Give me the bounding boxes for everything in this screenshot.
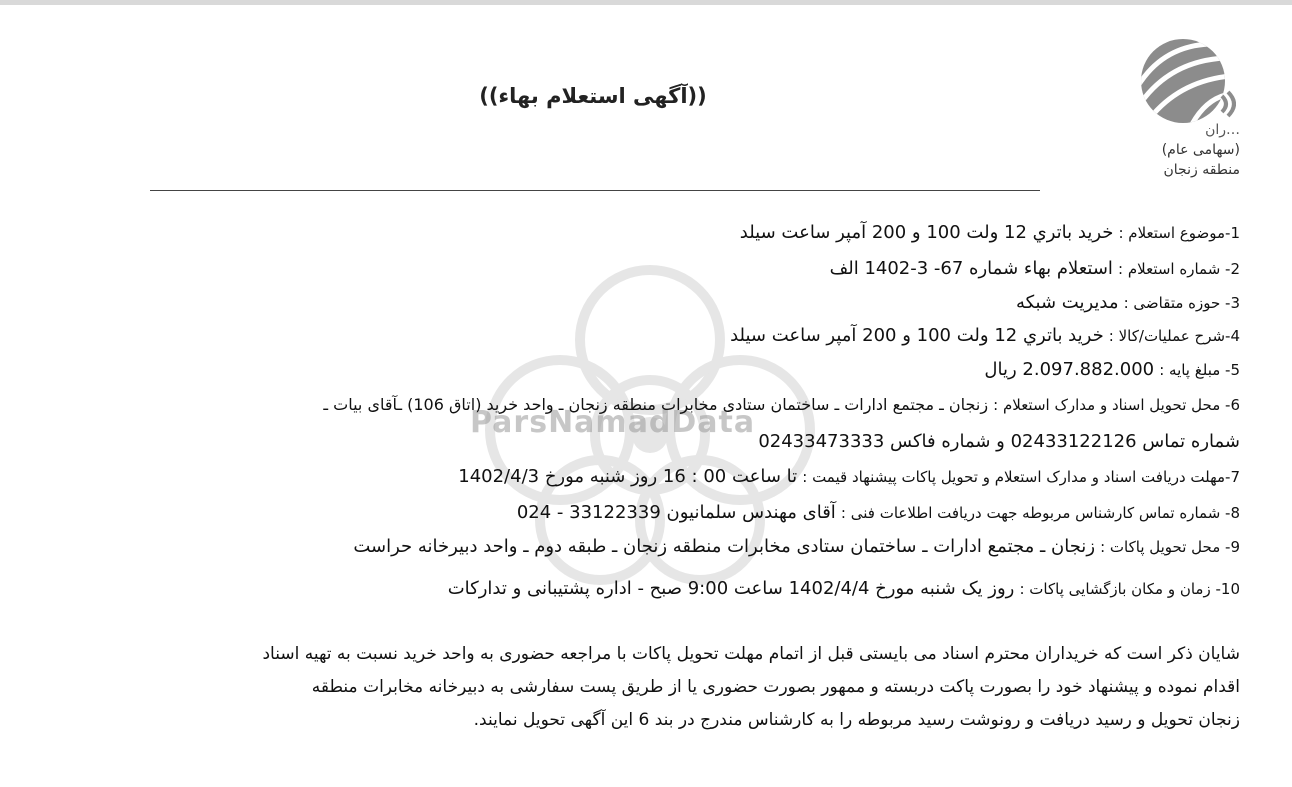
item-9-value: زنجان ـ مجتمع ادارات ـ ساختمان ستادی مخابرات منطقه زنجان ـ طبقه دوم ـ واحد دبیرخانه حراست — [353, 536, 1096, 557]
item-4 — [730, 325, 1240, 346]
item-3-value: مدیریت شبکه — [1015, 292, 1119, 313]
item-2 — [830, 258, 1240, 279]
note-line-2: اقدام نموده و پیشنهاد خود را بصورت پاکت دربسته و ممهور بصورت حضوری یا از طریق پست سفارشی به دبیرخانه مخابرات منطقه — [311, 677, 1240, 697]
item-4-value: خريد باتري 12 ولت 100 و 200 آمپر ساعت سيلد — [730, 325, 1104, 346]
item-1-label: 1-موضوع استعلام : — [1118, 224, 1240, 242]
watermark-brand: ParsNamadData — [470, 405, 756, 440]
item-5-label: 5- مبلغ پایه : — [1159, 361, 1240, 379]
telecom-logo-icon — [1130, 36, 1236, 126]
org-line-3: منطقه زنجان — [1163, 162, 1240, 178]
note-line-1: شایان ذکر است که خریداران محترم اسناد می بایستی قبل از اتمام مهلت تحویل پاکات با مراجعه حضوری به واحد خرید نسبت به تهیه اسناد — [262, 644, 1240, 664]
item-7-label: 7-مهلت دریافت اسناد و مدارک استعلام و تحویل پاکات پیشنهاد قیمت : — [802, 468, 1240, 486]
item-9-label: 9- محل تحویل پاکات : — [1100, 538, 1240, 556]
item-5 — [984, 359, 1240, 380]
item-7-value: تا ساعت 00 : 16 روز شنبه مورخ 1402/4/3 — [458, 466, 798, 487]
item-6-value: زنجان ـ مجتمع ادارات ـ ساختمان ستادی مخابرات منطقه زنجان ـ واحد خرید (اتاق 106) ـآقای بیات ـ — [323, 395, 989, 414]
item-8 — [517, 502, 1240, 523]
item-1-value: خريد باتري 12 ولت 100 و 200 آمپر ساعت سيلد — [739, 222, 1114, 243]
item-2-value: استعلام بهاء شماره 67- 3-1402 الف — [829, 258, 1113, 279]
org-line-1: …ران — [1205, 122, 1240, 138]
item-3-label: 3- حوزه متقاضی : — [1123, 294, 1240, 312]
item-9 — [353, 536, 1240, 557]
note-line-3: زنجان تحویل و رسید دریافت و رونوشت رسید مربوطه را به کارشناس مندرج در بند 6 این آگهی تحویل نمایند. — [473, 710, 1240, 730]
item-4-label: 4-شرح عملیات/کالا : — [1108, 327, 1240, 345]
item-8-label: 8- شماره تماس کارشناس مربوطه جهت دریافت اطلاعات فنی : — [840, 504, 1240, 522]
organization-name — [1162, 120, 1240, 180]
item-6 — [323, 395, 1240, 414]
org-line-2: (سهامی عام) — [1161, 142, 1240, 158]
item-6-label: 6- محل تحویل اسناد و مدارک استعلام : — [993, 396, 1240, 414]
item-6-contact-value: شماره تماس 02433122126 و شماره فاکس 02433473333 — [758, 431, 1240, 452]
item-10-value: روز یک شنبه مورخ 1402/4/4 ساعت 9:00 صبح - اداره پشتیبانی و تدارکات — [447, 578, 1015, 599]
top-border — [0, 0, 1292, 5]
item-6-contact — [758, 431, 1240, 452]
item-2-label: 2- شماره استعلام : — [1118, 260, 1240, 278]
item-10-label: 10- زمان و مکان بازگشایی پاکات : — [1019, 580, 1240, 598]
header-divider — [150, 190, 1040, 191]
item-10 — [448, 578, 1240, 599]
item-3 — [1016, 292, 1240, 313]
item-5-value: 2.097.882.000 ریال — [984, 359, 1155, 380]
item-7 — [458, 466, 1240, 487]
item-1 — [740, 222, 1240, 243]
item-8-value: آقای مهندس سلمانیون 33122339 - 024 — [516, 502, 836, 523]
page-title: ((آگهی استعلام بهاء)) — [479, 84, 707, 108]
